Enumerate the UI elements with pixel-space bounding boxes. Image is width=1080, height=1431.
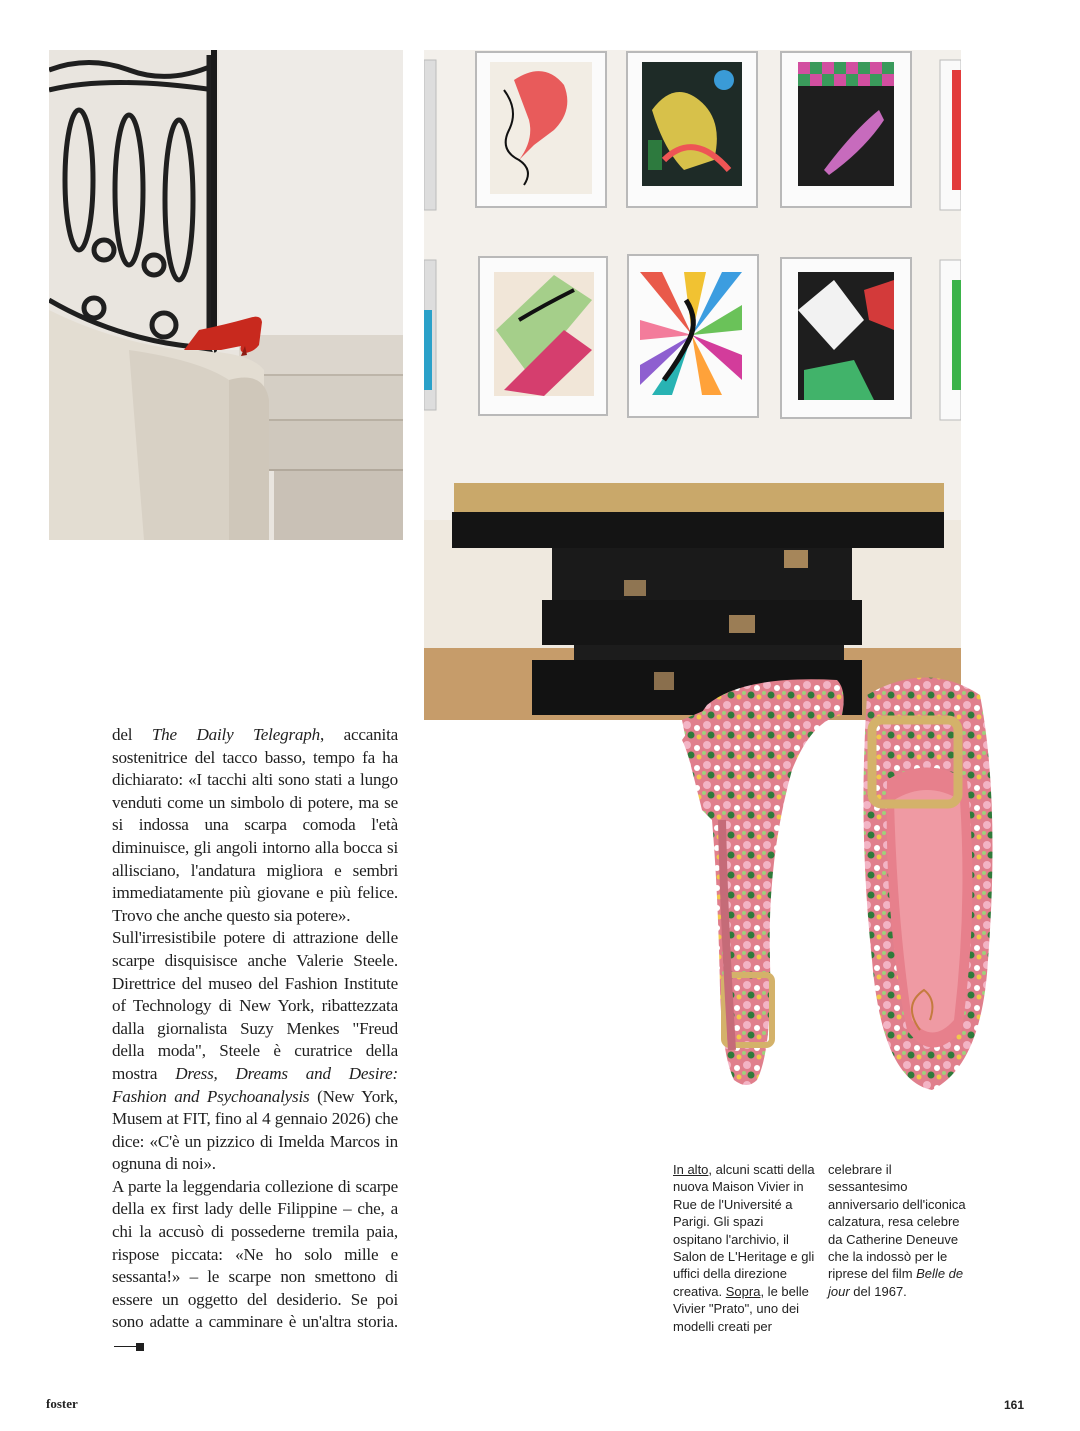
caption-text: del 1967. [849,1283,907,1299]
caption-text: , le belle Vivier "Prato", uno dei modelli creati per [673,1283,809,1334]
paragraph-text: (New York, Musem at FIT, fino al 4 gennaio 2026) che dice: «C'è un pizzico di Imelda Marcos in ognuna di noi». [112,1086,398,1174]
caption-text: celebrare il sessantesimo anniversario dell'iconica calzatura, resa celebre da Catherine Deneuve che la indossò per le riprese del film [828,1162,966,1282]
gallery-photo [424,50,961,720]
article-paragraph [112,927,398,1176]
film-title: Belle de jour [828,1266,964,1299]
caption-text: , alcuni scatti della nuova Maison Vivier in Rue de l'Université a Parigi. Gli spazi ospitano l'archivio, il Salon de L'Heritage e gli uffici della direzione creativa. [673,1162,815,1299]
exhibition-title: Dress, Dreams and Desire: Fashion and Psychoanalysis [112,1063,398,1106]
shoes-photo [662,660,1002,1105]
caption-label: In alto [673,1162,709,1177]
paragraph-text: , accanita sostenitrice del tacco basso, tempo fa ha dichiarato: «I tacchi alti sono stati a lungo venduti come un simbolo di potere, ma se si indossa una scarpa comoda l'età diminuisce, gli angoli intorno alla bocca si allisciano, l'andatura migliora e sembri immediatamente più giovane e più felice. Trovo che anche questo sia potere». [112,725,399,925]
photo-caption-overflow [828,1161,970,1300]
article-paragraph [112,724,398,927]
photo-caption [673,1161,815,1335]
caption-label: Sopra [725,1283,761,1299]
staircase-photo [49,50,403,540]
article-body [112,724,398,1357]
paragraph-text: del [112,725,152,744]
newspaper-title: The Daily Telegraph [151,725,320,744]
magazine-brand: foster [46,1396,78,1411]
end-of-article-mark [114,1335,144,1358]
page-number: 161 [1004,1398,1025,1412]
paragraph-text: Sull'irresistibile potere di attrazione delle scarpe disquisisce anche Valerie Steele. Direttrice del museo del Fashion Institute of Technology di New York, ribattezzata dalla giornalista Suzy Menkes "Freud della moda", Steele è curatrice della mostra [112,928,398,1083]
paragraph-text: A parte la leggendaria collezione di scarpe della ex first lady delle Filippine – che, a chi la accusò di possederne tremila paia, rispose piccata: «Ne ho solo mille e sessanta!» – le scarpe non smettono di essere un oggetto del desiderio. Se poi sono adatte a camminare è un'altra storia. [112,1176,398,1332]
article-paragraph [112,1176,398,1358]
